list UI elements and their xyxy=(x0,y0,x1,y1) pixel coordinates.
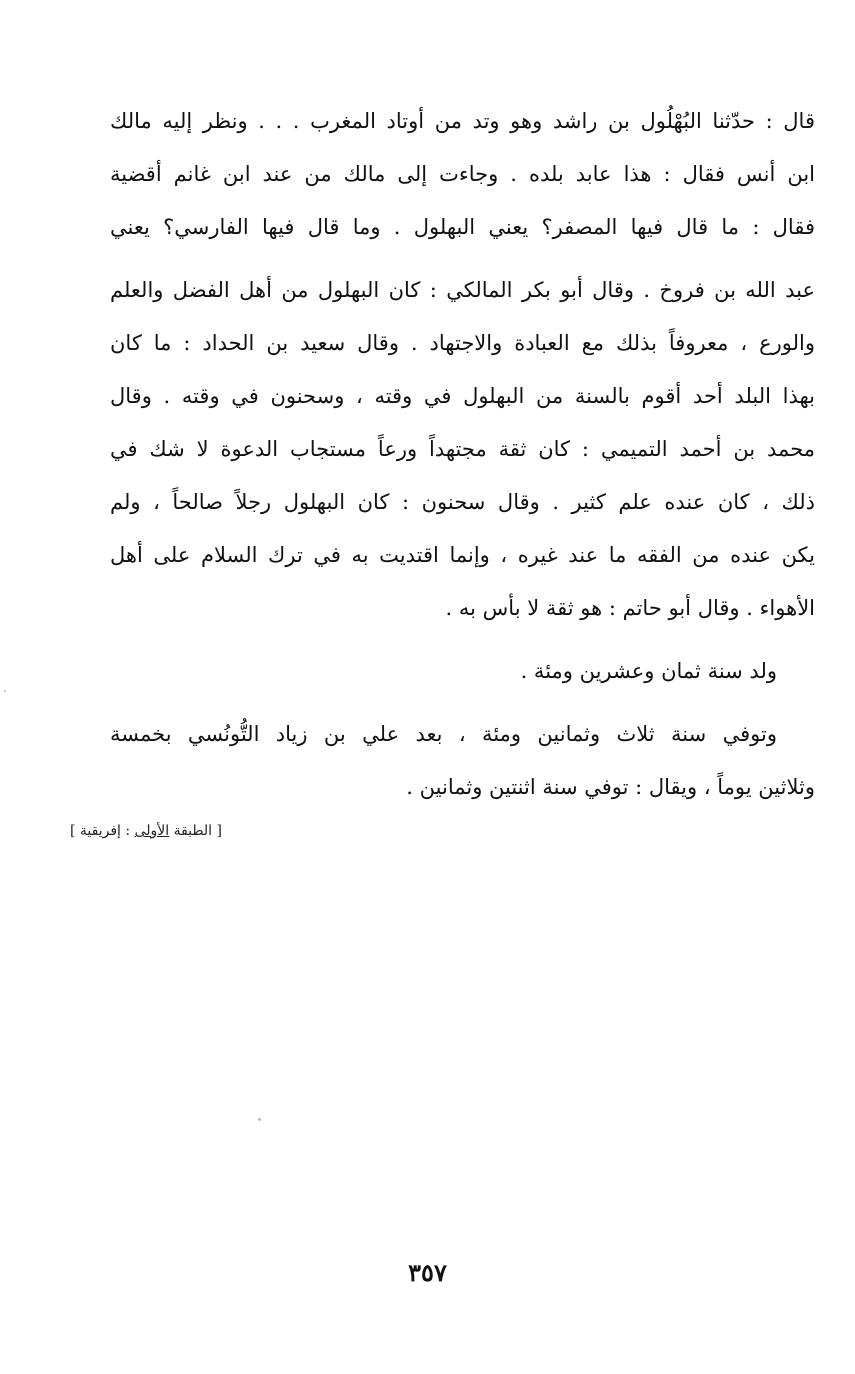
text-line: ابن أنس فقال : هذا عابد بلده . وجاءت إلى مالك من عند ابن غانم أقضية xyxy=(110,162,815,186)
text-line: والورع ، معروفاً بذلك مع العبادة والاجتهاد . وقال سعيد بن الحداد : ما كان xyxy=(110,331,815,355)
body-text xyxy=(110,95,815,814)
text-line: فقال : ما قال فيها المصفر؟ يعني البهلول . وما قال فيها الفارسي؟ يعني xyxy=(110,215,815,239)
section-label-close-bracket: ] xyxy=(70,823,80,839)
text-line: عبد الله بن فروخ . وقال أبو بكر المالكي : كان البهلول من أهل الفضل والعلم xyxy=(110,278,815,302)
text-line: الأهواء . وقال أبو حاتم : هو ثقة لا بأس به . xyxy=(445,596,815,620)
page-number: ٣٥٧ xyxy=(408,1258,447,1287)
text-line: وثلاثين يوماً ، ويقال : توفي سنة اثنتين وثمانين . xyxy=(406,775,815,799)
section-label-open-bracket: [ xyxy=(212,823,222,839)
text-line: قال : حدّثنا البُهْلُول بن راشد وهو وتد من أوتاد المغرب . . . ونظر إليه مالك xyxy=(110,109,815,133)
paragraph-gap xyxy=(110,254,815,264)
text-line: بهذا البلد أحد أقوم بالسنة من البهلول في وقته ، وسحنون في وقته . وقال xyxy=(110,384,815,408)
section-label-underlined: الأولى xyxy=(134,823,170,839)
text-line: ولد سنة ثمان وعشرين ومئة . xyxy=(520,659,777,683)
paper-speck xyxy=(258,1118,261,1121)
section-label xyxy=(70,820,222,842)
section-label-suffix: : إفريقية xyxy=(79,823,135,839)
section-label-prefix: الطبقة xyxy=(169,823,213,839)
paragraph-gap xyxy=(110,698,815,708)
text-line: ذلك ، كان عنده علم كثير . وقال سحنون : كان البهلول رجلاً صالحاً ، ولم xyxy=(110,490,815,514)
paper-speck xyxy=(4,690,6,692)
text-line: وتوفي سنة ثلاث وثمانين ومئة ، بعد علي بن زياد التُّونُسي بخمسة xyxy=(110,722,777,746)
paragraph-gap xyxy=(110,635,815,645)
text-line: محمد بن أحمد التميمي : كان ثقة مجتهداً ورعاً مستجاب الدعوة لا شك في xyxy=(110,437,815,461)
text-line: يكن عنده من الفقه ما عند غيره ، وإنما اقتديت به في ترك السلام على أهل xyxy=(110,543,815,567)
